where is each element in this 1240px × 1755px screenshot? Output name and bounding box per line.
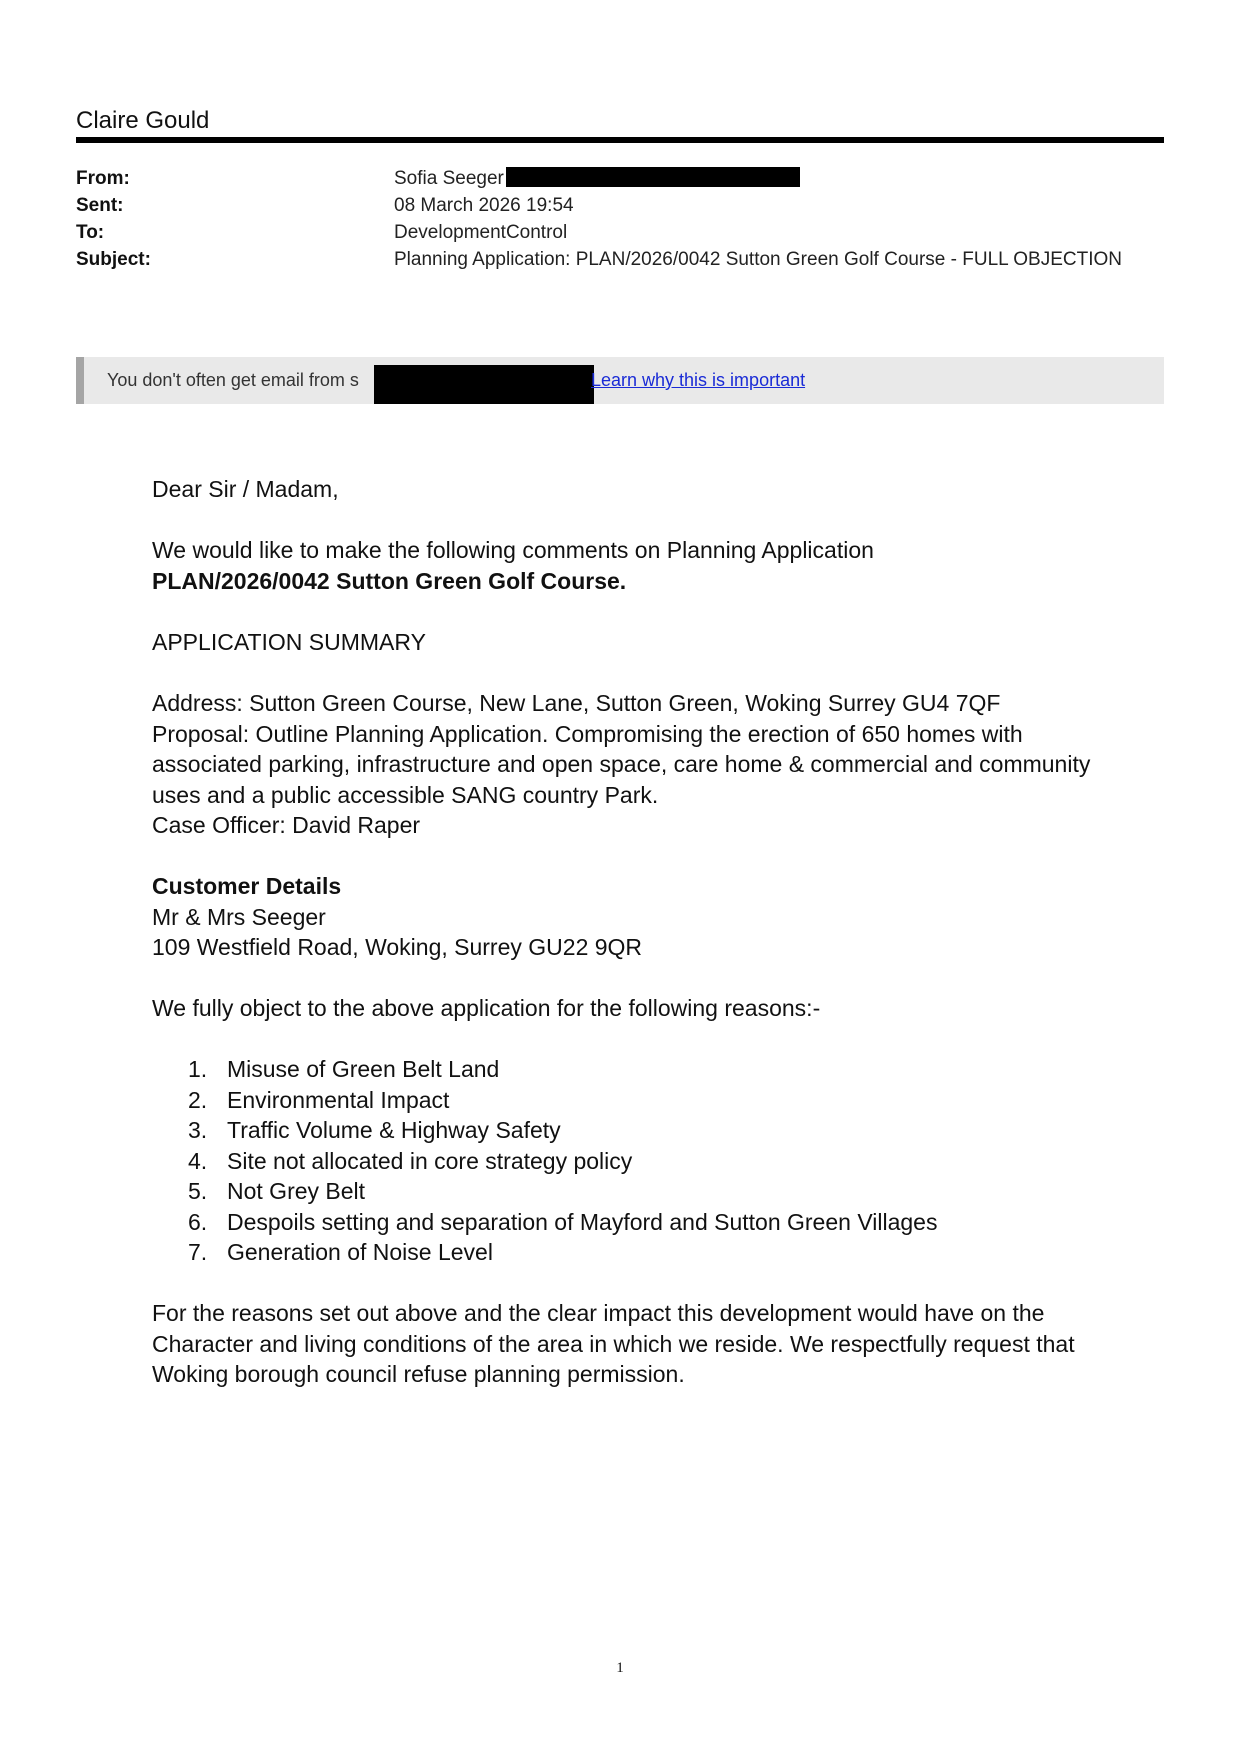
to-label: To: xyxy=(76,222,105,243)
list-text: Site not allocated in core strategy policy xyxy=(227,1147,633,1174)
application-reference: PLAN/2026/0042 Sutton Green Golf Course. xyxy=(152,567,627,594)
learn-why-link[interactable]: Learn why this is important xyxy=(591,370,806,390)
list-item xyxy=(152,1115,937,1146)
list-item xyxy=(152,1146,937,1177)
list-number: 3. xyxy=(188,1117,208,1143)
sent-label: Sent: xyxy=(76,195,124,216)
objection-reasons-list xyxy=(152,1054,937,1268)
list-number: 1. xyxy=(188,1056,208,1082)
case-officer-line: Case Officer: David Raper xyxy=(152,812,421,838)
list-text: Not Grey Belt xyxy=(227,1178,366,1204)
external-sender-warning xyxy=(76,357,1164,404)
list-number: 2. xyxy=(188,1086,208,1113)
list-text: Misuse of Green Belt Land xyxy=(227,1056,500,1082)
list-text: Environmental Impact xyxy=(227,1086,450,1113)
proposal-text: Proposal: Outline Planning Application. Compromising the erection of 650 homes with associated parking, infrastructure and open space, care home & commercial and community uses and a public accessible SANG country Park. xyxy=(152,720,1091,808)
intro-line: We would like to make the following comments on Planning Application xyxy=(152,537,874,563)
greeting: Dear Sir / Madam, xyxy=(152,476,339,502)
customer-address: 109 Westfield Road, Woking, Surrey GU22 9QR xyxy=(152,934,643,960)
list-item xyxy=(152,1237,937,1268)
address-line: Address: Sutton Green Course, New Lane, Sutton Green, Woking Surrey GU4 7QF xyxy=(152,690,1001,716)
subject-value: Planning Application: PLAN/2026/0042 Sutton Green Golf Course - FULL OBJECTION xyxy=(394,249,1123,270)
closing-paragraph: For the reasons set out above and the clear impact this development would have on the Character and living conditions of the area in which we reside. We respectfully request that Woking borough council refuse planning permission. xyxy=(152,1300,1075,1387)
list-number: 4. xyxy=(188,1147,208,1174)
summary-heading: APPLICATION SUMMARY xyxy=(152,629,426,655)
warning-text: You don't often get email from s xyxy=(107,370,359,390)
list-text: Generation of Noise Level xyxy=(227,1239,493,1265)
list-number: 7. xyxy=(188,1239,208,1265)
list-item xyxy=(152,1176,937,1207)
to-value: DevelopmentControl xyxy=(394,222,568,243)
subject-label: Subject: xyxy=(76,249,151,270)
from-label: From: xyxy=(76,168,130,189)
list-item xyxy=(152,1207,937,1238)
from-value: Sofia Seeger xyxy=(394,168,504,189)
list-text: Traffic Volume & Highway Safety xyxy=(227,1117,561,1143)
page-number: 1 xyxy=(616,1660,624,1676)
list-item xyxy=(152,1085,937,1116)
application-summary xyxy=(152,688,1112,841)
customer-details xyxy=(152,871,1112,963)
sent-value: 08 March 2026 19:54 xyxy=(394,195,574,216)
redaction-block xyxy=(374,365,594,404)
list-text: Despoils setting and separation of Mayford and Sutton Green Villages xyxy=(227,1208,938,1235)
customer-heading: Customer Details xyxy=(152,873,342,899)
redaction-block xyxy=(506,167,800,187)
list-number: 6. xyxy=(188,1208,208,1235)
intro-paragraph xyxy=(152,535,1112,596)
mailbox-owner-name: Claire Gould xyxy=(76,107,210,134)
objection-intro: We fully object to the above application for the following reasons:- xyxy=(152,995,821,1021)
header-divider xyxy=(76,137,1164,143)
customer-name: Mr & Mrs Seeger xyxy=(152,903,326,930)
from-value-wrap xyxy=(394,165,1134,192)
list-item xyxy=(152,1054,937,1085)
list-number: 5. xyxy=(188,1178,208,1204)
